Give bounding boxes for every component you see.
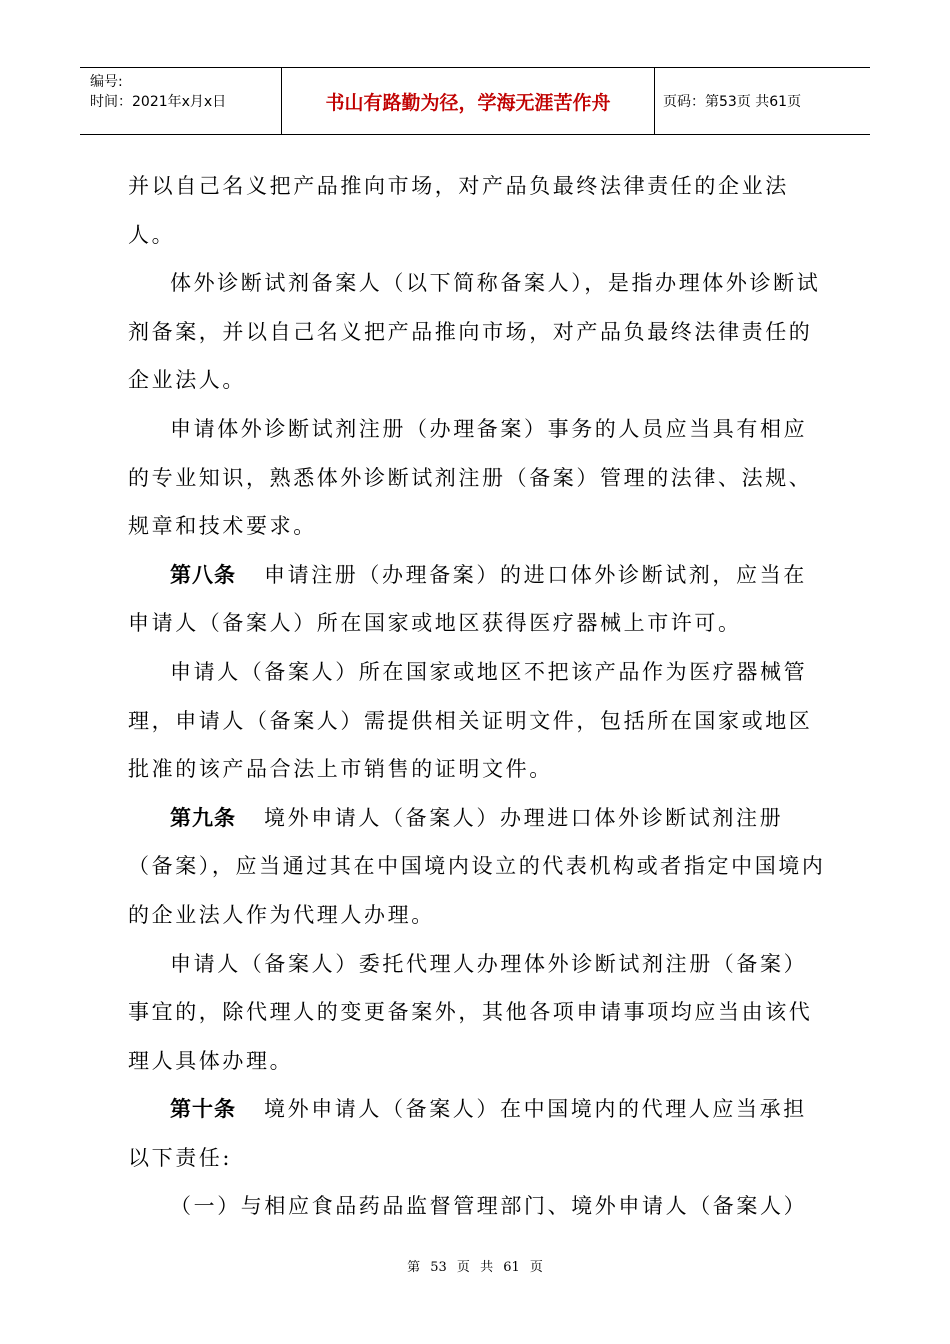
document-number-label: 编号: xyxy=(90,74,123,90)
paragraph-text: 申请人（备案人）所在国家或地区不把该产品作为医疗器械管理，申请人（备案人）需提供相关证明文件，包括所在国家或地区批准的该产品合法上市销售的证明文件。 xyxy=(128,659,813,782)
paragraph xyxy=(128,940,828,1086)
paragraph xyxy=(128,162,828,259)
header-motto-cell xyxy=(282,68,655,134)
paragraph-text: 体外诊断试剂备案人（以下简称备案人），是指办理体外诊断试剂备案，并以自己名义把产品推向市场，对产品负最终法律责任的企业法人。 xyxy=(128,271,821,393)
page-footer: 第 53 页 共 61 页 xyxy=(407,1260,543,1275)
paragraph-article-9 xyxy=(128,794,828,940)
document-body xyxy=(128,162,828,1231)
paragraph-text: （一）与相应食品药品监督管理部门、境外申请人（备案人） xyxy=(170,1194,808,1219)
document-time: 时间：2021年x月x日 xyxy=(90,94,227,110)
paragraph-text: 申请注册（办理备案）的进口体外诊断试剂，应当在申请人（备案人）所在国家或地区获得医疗器械上市许可。 xyxy=(128,562,807,636)
paragraph-article-10 xyxy=(128,1085,828,1182)
paragraph-article-8 xyxy=(128,551,828,648)
paragraph-text: 申请体外诊断试剂注册（办理备案）事务的人员应当具有相应的专业知识，熟悉体外诊断试剂注册（备案）管理的法律、法规、规章和技术要求。 xyxy=(128,416,813,539)
paragraph xyxy=(128,1182,828,1231)
paragraph xyxy=(128,405,828,551)
paragraph-text: 境外申请人（备案人）在中国境内的代理人应当承担以下责任: xyxy=(128,1097,807,1170)
paragraph-text: 申请人（备案人）委托代理人办理体外诊断试剂注册（备案）事宜的，除代理人的变更备案外，其他各项申请事项均应当由该代理人具体办理。 xyxy=(128,951,813,1073)
article-number: 第十条 xyxy=(170,1097,236,1122)
paragraph-text: 境外申请人（备案人）办理进口体外诊断试剂注册（备案），应当通过其在中国境内设立的代表机构或者指定中国境内的企业法人作为代理人办理。 xyxy=(128,805,826,927)
article-number: 第八条 xyxy=(170,562,236,587)
paragraph-text: 并以自己名义把产品推向市场，对产品负最终法律责任的企业法人。 xyxy=(128,174,789,247)
header-motto: 书山有路勤为径，学海无涯苦作舟 xyxy=(325,91,611,114)
article-number: 第九条 xyxy=(170,805,236,830)
paragraph xyxy=(128,259,828,405)
page-header xyxy=(80,67,870,135)
header-page-info: 页码：第53页 共61页 xyxy=(663,94,802,110)
paragraph xyxy=(128,648,828,794)
header-meta xyxy=(80,68,282,134)
